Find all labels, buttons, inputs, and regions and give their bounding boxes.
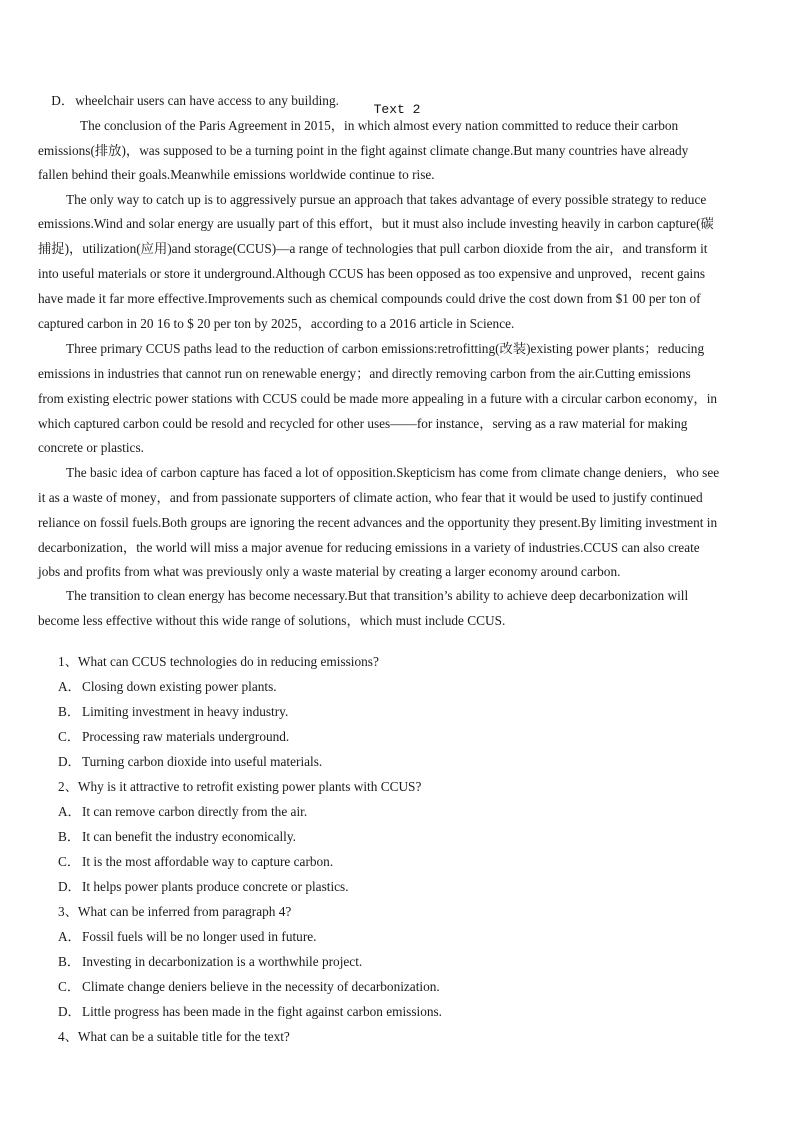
option-text: It helps power plants produce concrete or plastics.	[81, 879, 349, 894]
paragraph-line: captured carbon in 20 16 to $ 20 per ton by 2025，according to a 2016 article in Science.	[38, 316, 515, 331]
option-letter: B．	[57, 954, 81, 969]
option-letter: A．	[57, 929, 81, 944]
option-text: Climate change deniers believe in the necessity of decarbonization.	[81, 979, 440, 994]
question-number: 1、	[57, 654, 78, 669]
question-number: 3、	[57, 904, 78, 919]
option-text: It can benefit the industry economically.	[81, 829, 296, 844]
paragraph-line: fallen behind their goals.Meanwhile emissions worldwide continue to rise.	[38, 167, 435, 182]
option-text: It can remove carbon directly from the air.	[81, 804, 308, 819]
paragraph-line: it as a waste of money，and from passionate supporters of climate action, who fear that it would be used to justify continued	[38, 490, 703, 505]
passage-heading: Text 2	[373, 102, 421, 117]
question-prompt	[38, 1013, 290, 1061]
option-letter: A．	[57, 679, 81, 694]
option-letter: D．	[51, 93, 75, 108]
option-text: Processing raw materials underground.	[81, 729, 290, 744]
question-number: 4、	[57, 1029, 78, 1044]
paragraph-line: reliance on fossil fuels.Both groups are ignoring the recent advances and the opportunity they present.By limiting investment in	[38, 515, 718, 530]
paragraph-line: 捕捉)，utilization(应用)and storage(CCUS)—a range of technologies that pull carbon dioxide from the air，and transform it	[38, 241, 708, 256]
question-number: 2、	[57, 779, 78, 794]
option-text: Closing down existing power plants.	[81, 679, 277, 694]
question-text: What can CCUS technologies do in reducing emissions?	[77, 654, 379, 669]
question-text: Why is it attractive to retrofit existing power plants with CCUS?	[77, 779, 422, 794]
option-letter: B．	[57, 704, 81, 719]
paragraph-line: Three primary CCUS paths lead to the reduction of carbon emissions:retrofitting(改装)existing power plants；reducing	[66, 341, 705, 356]
paragraph-line: concrete or plastics.	[38, 440, 144, 455]
question-text: What can be a suitable title for the text?	[77, 1029, 290, 1044]
option-letter: C．	[57, 729, 81, 744]
paragraph-line: into useful materials or store it underground.Although CCUS has been opposed as too expensive and unproved，recent gains	[38, 266, 706, 281]
paragraph-line: decarbonization，the world will miss a major avenue for reducing emissions in a variety of industries.CCUS can also create	[38, 540, 700, 555]
question-text: What can be inferred from paragraph 4?	[77, 904, 292, 919]
paragraph-line: which captured carbon could be resold and recycled for other uses——for instance，serving as a raw material for making	[38, 416, 688, 431]
option-letter: D．	[57, 1004, 81, 1019]
paragraph-line: become less effective without this wide range of solutions，which must include CCUS.	[38, 613, 506, 628]
paragraph-line: have made it far more effective.Improvements such as chemical compounds could drive the cost down from $1 00 per ton of	[38, 291, 701, 306]
option-text: Limiting investment in heavy industry.	[81, 704, 289, 719]
option-letter: B．	[57, 829, 81, 844]
paragraph-line: The conclusion of the Paris Agreement in 2015，in which almost every nation committed to reduce their carbon	[80, 118, 679, 133]
option-text: Investing in decarbonization is a worthwhile project.	[81, 954, 363, 969]
paragraph-line: The transition to clean energy has become necessary.But that transition’s ability to achieve deep decarbonization will	[66, 588, 689, 603]
paragraph-line: The basic idea of carbon capture has faced a lot of opposition.Skepticism has come from climate change deniers，who see	[66, 465, 720, 480]
paragraph-line: jobs and profits from what was previously only a waste material by creating a larger economy around carbon.	[38, 564, 621, 579]
paragraph-line: emissions in industries that cannot run on renewable energy；and directly removing carbon from the air.Cutting emissions	[38, 366, 691, 381]
option-letter: D．	[57, 879, 81, 894]
option-text: Fossil fuels will be no longer used in future.	[81, 929, 317, 944]
paragraph-line: emissions.Wind and solar energy are usually part of this effort，but it must also include investing heavily in carbon capture(碳	[38, 216, 714, 231]
option-letter: A．	[57, 804, 81, 819]
option-text: Little progress has been made in the fight against carbon emissions.	[81, 1004, 442, 1019]
option-text: wheelchair users can have access to any building.	[75, 93, 339, 108]
paragraph-line: from existing electric power stations with CCUS could be made more appealing in a future with a circular carbon economy，in	[38, 391, 718, 406]
paragraph-line: The only way to catch up is to aggressively pursue an approach that takes advantage of every possible strategy to reduce	[66, 192, 707, 207]
option-letter: D．	[57, 754, 81, 769]
option-letter: C．	[57, 979, 81, 994]
paragraph-line: emissions(排放)，was supposed to be a turning point in the fight against climate change.But many countries have already	[38, 143, 689, 158]
option-text: It is the most affordable way to capture carbon.	[81, 854, 334, 869]
option-letter: C．	[57, 854, 81, 869]
option-text: Turning carbon dioxide into useful materials.	[81, 754, 323, 769]
